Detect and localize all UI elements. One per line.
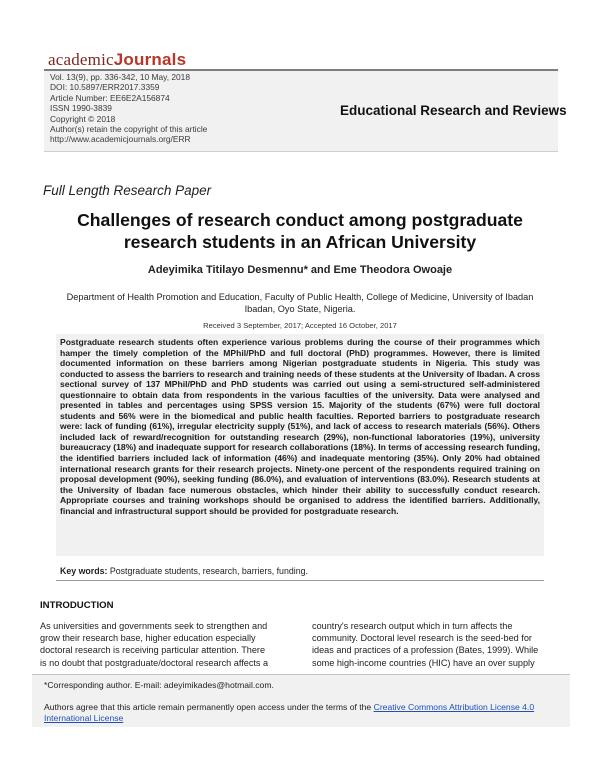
journal-logo	[48, 50, 186, 70]
meta-url[interactable]: http://www.academicjournals.org/ERR	[50, 134, 191, 145]
meta-issn: ISSN 1990-3839	[50, 103, 112, 114]
meta-doi: DOI: 10.5897/ERR2017.3359	[50, 82, 160, 93]
keywords-label: Key words:	[60, 566, 108, 576]
meta-copyright-note: Author(s) retain the copyright of this article	[50, 124, 208, 135]
intro-line: doctoral research is receiving particular attention. There	[40, 645, 266, 656]
abstract-text: Postgraduate research students often experience various problems during the course of their programmes which hamper the timely completion of the MPhil/PhD and full doctoral (PhD) programmes. However, there is limited documented information on these barriers among Nigerian postgraduate students in Nigeria. This study was conducted to assess the barriers to research and training needs of these students at the University of Ibadan. A cross sectional survey of 137 MPhil/PhD and PhD students was carried out using a semi-structured self-administered questionnaire to obtain data from respondents in the various faculties of the university. Data were analysed and presented in tables and percentages using SPSS version 15. Majority of the students (67%) were full doctoral students and 56% were in the biomedical and public health faculties. Reported barriers to postgraduate research were: lack of funding (61%), irregular electricity supply (51%), and lack of access to research materials (56%). Others included lack of reward/recognition for outstanding research (29%), non-functional laboratories (19%), university bureaucracy (18%) and inadequate support for research collaborations (18%). In terms of accessing research funding, the identified barriers included lack of information (46%) and inadequate mentoring (35%). Only 20% had obtained international research grants for their research projects. Ninety-one percent of the respondents required training on proposal development (90%), seeking funding (86.0%), and evaluation of interventions (83.0%). Research students at the University of Ibadan face numerous obstacles, which hinder their ability to successfully conduct research. Appropriate courses and training workshops should be organised to address the identified barriers. Additionally, financial and infrastructural support should be provided for postgraduate research.	[60, 337, 540, 516]
license-note	[44, 702, 564, 724]
journal-name: Educational Research and Reviews	[340, 103, 567, 118]
intro-line: is no doubt that postgraduate/doctoral research affects a	[40, 657, 269, 668]
intro-line: country's research output which in turn affects the	[312, 621, 513, 631]
meta-volume: Vol. 13(9), pp. 336-342, 10 May, 2018	[50, 72, 190, 82]
affiliation: Department of Health Promotion and Education, Faculty of Public Health, College of Medicine, University of Ibadan Ibadan, Oyo State, Nigeria.	[66, 292, 534, 314]
license-text: Authors agree that this article remain permanently open access under the terms of the	[44, 702, 374, 712]
logo-suffix: Journals	[113, 50, 187, 69]
intro-line: grow their research base, higher education especially	[40, 633, 256, 644]
license-link[interactable]: Creative Commons Attribution License 4.0 International License	[44, 702, 535, 723]
meta-article-number: Article Number: EE6E2A156874	[50, 92, 170, 103]
keywords	[60, 566, 308, 576]
divider	[56, 580, 544, 581]
authors: Adeyimika Titilayo Desmennu* and Eme Theodora Owoaje	[147, 264, 453, 276]
corresponding-author: *Corresponding author. E-mail: adeyimikades@hotmail.com.	[44, 680, 274, 690]
intro-line: some high-income countries (HIC) have an over supply	[312, 657, 535, 668]
received-date: Received 3 September, 2017; Accepted 16 October, 2017	[203, 321, 397, 330]
intro-line: ideas and practices of a profession (Bates, 1999). While	[312, 645, 539, 656]
intro-column-right	[312, 620, 564, 669]
logo-prefix: academic	[48, 50, 114, 69]
keywords-text: Postgraduate students, research, barriers, funding.	[109, 566, 308, 576]
intro-line: As universities and governments seek to strengthen and	[40, 621, 268, 631]
paper-title: Challenges of research conduct among postgraduate research students in an African University	[77, 210, 523, 252]
intro-line: community. Doctoral level research is the seed-bed for	[312, 633, 532, 644]
paper-type: Full Length Research Paper	[43, 183, 212, 198]
intro-column-left	[40, 620, 292, 669]
meta-copyright: Copyright © 2018	[50, 113, 116, 124]
section-heading: INTRODUCTION	[40, 600, 114, 611]
article-meta	[50, 72, 207, 145]
